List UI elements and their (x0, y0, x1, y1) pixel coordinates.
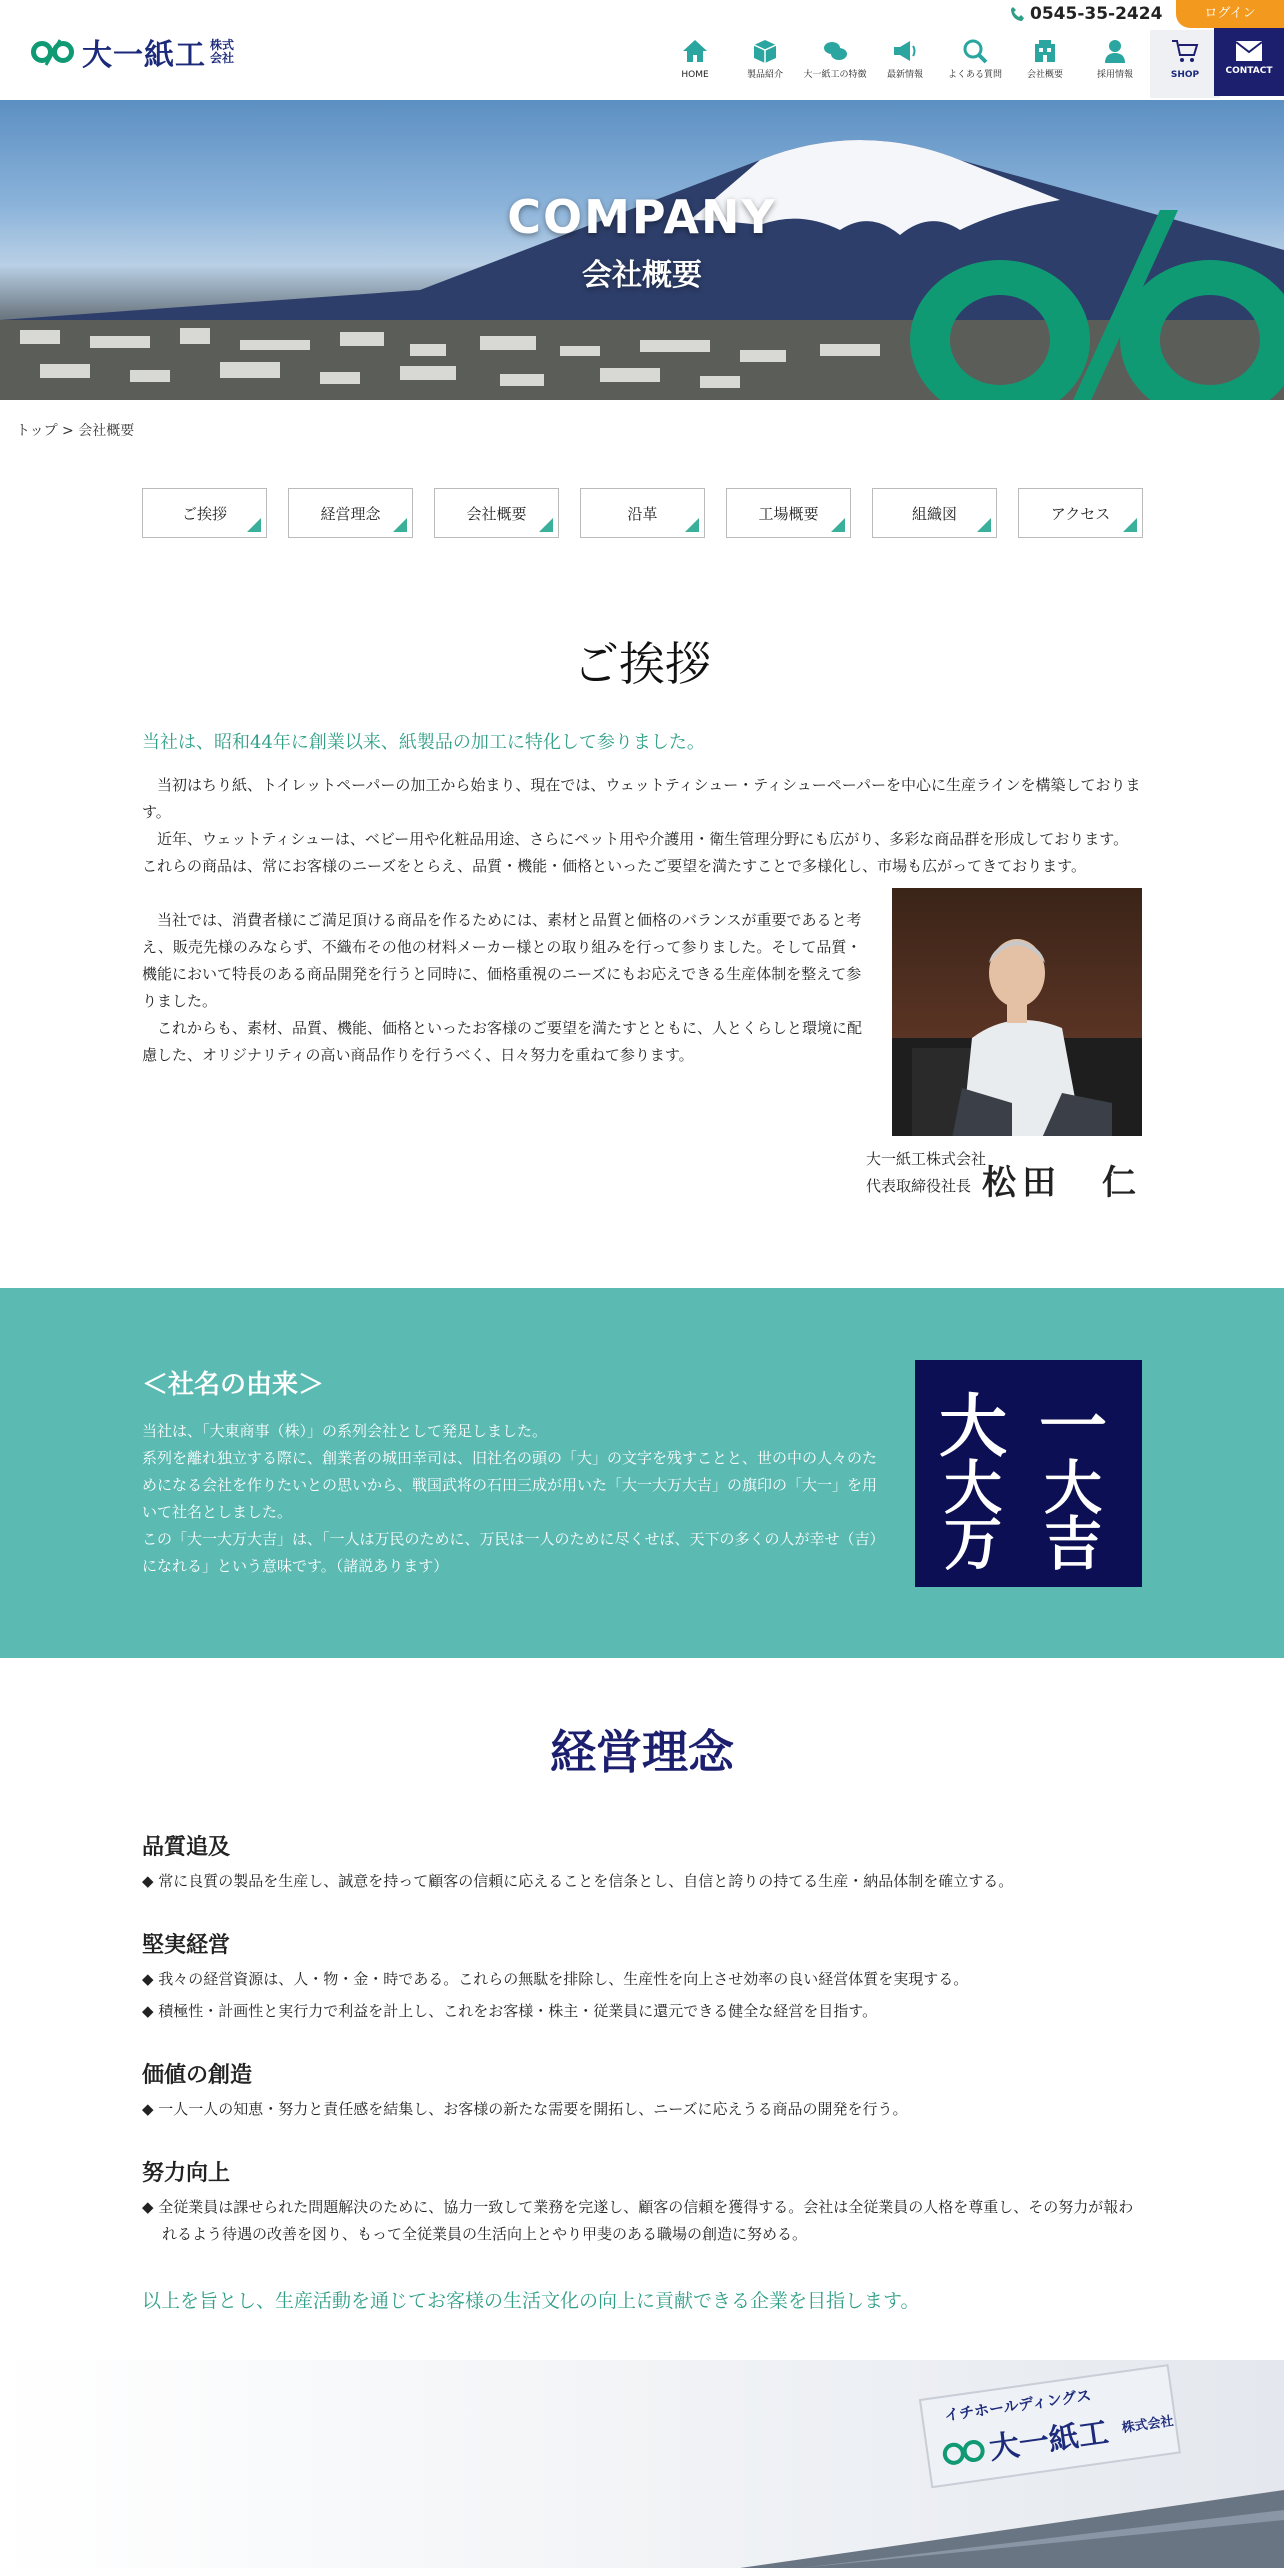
nav-faq[interactable] (940, 30, 1010, 98)
phone-number[interactable] (1010, 4, 1162, 24)
company-name: 大一紙工株式会社 (866, 1150, 987, 1168)
greeting-paragraph-3: 当社では、消費者様にご満足頂ける商品を作るためには、素材と品質と価格のバランスが重要であると考え、販売先様のみならず、不織布その他の材料メーカー様との取り組みを行って参りました。そして品質・機能において特長のある商品開発を行うと同時に、価格重視のニーズにもお応えできる生産体制を整えて参りました。 (142, 911, 862, 1010)
main-nav (660, 30, 1220, 98)
subnav-greeting[interactable] (142, 488, 267, 538)
subnav-label: 沿革 (627, 504, 658, 523)
section-subnav (142, 488, 1143, 538)
nav-label: よくある質問 (947, 70, 1002, 80)
corner-arrow-icon (685, 518, 699, 532)
philosophy-line: ◆ 我々の経営資源は、人・物・金・時である。これらの無駄を排除し、生産性を向上させ効率の良い経営体質を実現する。 (142, 1970, 969, 1988)
hero-title: COMPANY (507, 190, 777, 244)
hero-subtitle: 会社概要 (582, 258, 702, 293)
sign-line-1: イチホールディングス (943, 2386, 1093, 2425)
origin-title: ＜社名の由来＞ (142, 1370, 325, 1400)
nav-news[interactable] (870, 30, 940, 98)
contact-label: CONTACT (1225, 66, 1273, 76)
president-name: 松田 仁 (982, 1163, 1142, 1203)
nav-label: 大一紙工の特徴 (803, 70, 867, 80)
daiichi-crest-image (915, 1360, 1142, 1587)
subnav-factory[interactable] (726, 488, 851, 538)
origin-paragraph-3: この「大一大万大吉」は、「一人は万民のために、万民は一人のために尽くせば、天下の多くの人が幸せ（吉）になれる」という意味です。（諸説あります） (142, 1530, 878, 1575)
site-logo[interactable] (30, 30, 238, 74)
subnav-label: 会社概要 (466, 504, 527, 523)
nav-recruit[interactable] (1080, 30, 1150, 98)
sign-line-2: 大一紙工 (987, 2415, 1111, 2467)
logo-text: 大一紙工 (82, 38, 206, 73)
corner-arrow-icon (539, 518, 553, 532)
mail-icon (1235, 40, 1263, 62)
nav-label: 採用情報 (1096, 70, 1133, 80)
philosophy-line: ◆ 全従業員は課せられた問題解決のために、協力一致して業務を完遂し、顧客の信頼を獲得する。会社は全従業員の人格を尊重し、その努力が報われるよう待遇の改善を図り、もって全従業員の生活向上とやり甲斐のある職場の創造に努める。 (142, 2198, 1134, 2243)
nav-home[interactable] (660, 30, 730, 98)
greeting-paragraph-4: これからも、素材、品質、機能、価格といったお客様のご要望を満たすとともに、人とくらしと環境に配慮した、オリジナリティの高い商品作りを行うべく、日々努力を重ねて参ります。 (142, 1019, 863, 1064)
corner-arrow-icon (977, 518, 991, 532)
building-illustration (0, 2360, 1284, 2568)
nav-shop[interactable] (1150, 30, 1220, 98)
nav-label: 製品紹介 (746, 70, 783, 80)
site-header (0, 0, 1284, 100)
philosophy-closing: 以上を旨とし、生産活動を通じてお客様の生活文化の向上に貢献できる企業を目指します。 (142, 2290, 920, 2312)
philosophy-heading-effort: 努力向上 (142, 2161, 231, 2186)
origin-paragraph-1: 当社は、「大東商事（株）」の系列会社として発足しました。 (142, 1422, 548, 1440)
phone-icon (1010, 6, 1026, 22)
philosophy-heading-value: 価値の創造 (142, 2063, 253, 2088)
factory-building-image (0, 2360, 1284, 2568)
president-position: 代表取締役社長 (866, 1177, 972, 1195)
person-icon (1100, 36, 1130, 66)
crest-char: 大 (938, 1387, 1008, 1467)
cart-icon (1170, 36, 1200, 66)
corner-arrow-icon (1123, 518, 1137, 532)
breadcrumb[interactable]: トップ > 会社概要 (16, 423, 135, 439)
crest-char: 大 (943, 1454, 1003, 1522)
crest-char: 一 (1038, 1387, 1108, 1467)
box-icon (750, 36, 780, 66)
name-origin-section (0, 1288, 1284, 1658)
philosophy-line: ◆ 常に良質の製品を生産し、誠意を持って顧客の信頼に応えることを信条とし、自信と誇りの持てる生産・納品体制を確立する。 (142, 1872, 1014, 1890)
philosophy-line: ◆ 一人一人の知恵・努力と責任感を結集し、お客様の新たな需要を開拓し、ニーズに応えうる商品の開発を行う。 (142, 2100, 908, 2118)
president-portrait-image (892, 888, 1142, 1136)
subnav-label: 組織図 (911, 504, 957, 523)
subnav-overview[interactable] (434, 488, 559, 538)
nav-products[interactable] (730, 30, 800, 98)
nav-label: SHOP (1170, 70, 1200, 80)
crest-char: 万 (943, 1510, 1003, 1578)
crest-char: 吉 (1043, 1510, 1103, 1578)
subnav-org-chart[interactable] (872, 488, 997, 538)
subnav-philosophy[interactable] (288, 488, 413, 538)
philosophy-title: 経営理念 (550, 1725, 734, 1779)
greeting-title: ご挨拶 (573, 637, 711, 691)
corner-arrow-icon (393, 518, 407, 532)
greeting-paragraph-2: 近年、ウェットティシューは、ベビー用や化粧品用途、さらにペット用や介護用・衛生管理分野にも広がり、多彩な商品群を形成しております。これらの商品は、常にお客様のニーズをとらえ、品質・機能・価格といったご要望を満たすことで多様化し、市場も広がってきております。 (142, 830, 1129, 875)
nav-label: 会社概要 (1026, 70, 1063, 80)
nav-label: 最新情報 (886, 70, 923, 80)
crest-glyphs (915, 1360, 1142, 1587)
subnav-label: ご挨拶 (181, 504, 227, 523)
building-icon (1030, 36, 1060, 66)
corner-arrow-icon (831, 518, 845, 532)
home-icon (680, 36, 710, 66)
greeting-lead: 当社は、昭和44年に創業以来、紙製品の加工に特化して参りました。 (142, 732, 705, 753)
crest-char: 大 (1043, 1454, 1103, 1522)
nav-features[interactable] (800, 30, 870, 98)
logo-sub: 株式会社 (210, 38, 235, 65)
sign-line-3: 株式会社 (1120, 2414, 1175, 2437)
subnav-label: 経営理念 (320, 504, 381, 523)
subnav-history[interactable] (580, 488, 705, 538)
origin-text (142, 1418, 882, 1580)
login-button[interactable]: ログイン (1176, 0, 1284, 28)
logo-mark-icon (30, 38, 76, 66)
contact-button[interactable] (1214, 28, 1284, 96)
philosophy-heading-quality: 品質追及 (142, 1835, 231, 1860)
president-signature-block (866, 1146, 1142, 1203)
subnav-access[interactable] (1018, 488, 1143, 538)
corner-arrow-icon (247, 518, 261, 532)
megaphone-icon (890, 36, 920, 66)
subnav-label: 工場概要 (758, 504, 819, 523)
cloud-icon (820, 36, 850, 66)
philosophy-line: ◆ 積極性・計画性と実行力で利益を計上し、これをお客様・株主・従業員に還元できる健全な経営を目指す。 (142, 2002, 878, 2020)
search-icon (960, 36, 990, 66)
greeting-paragraph-1: 当初はちり紙、トイレットペーパーの加工から始まり、現在では、ウェットティシュー・ティシューペーパーを中心に生産ラインを構築しております。 (142, 776, 1141, 821)
philosophy-heading-management: 堅実経営 (142, 1933, 231, 1958)
hero-banner (0, 100, 1284, 400)
nav-label: HOME (681, 70, 709, 80)
phone-text: 0545-35-2424 (1030, 4, 1163, 24)
president-photo (892, 888, 1142, 1136)
subnav-label: アクセス (1050, 504, 1111, 523)
origin-paragraph-2: 系列を離れ独立する際に、創業者の城田幸司は、旧社名の頭の「大」の文字を残すことと、世の中の人々のためになる会社を作りたいとの思いから、戦国武将の石田三成が用いた「大一大万大吉」の旗印の「大一」を用いて社名としました。 (142, 1449, 878, 1521)
nav-company[interactable] (1010, 30, 1080, 98)
